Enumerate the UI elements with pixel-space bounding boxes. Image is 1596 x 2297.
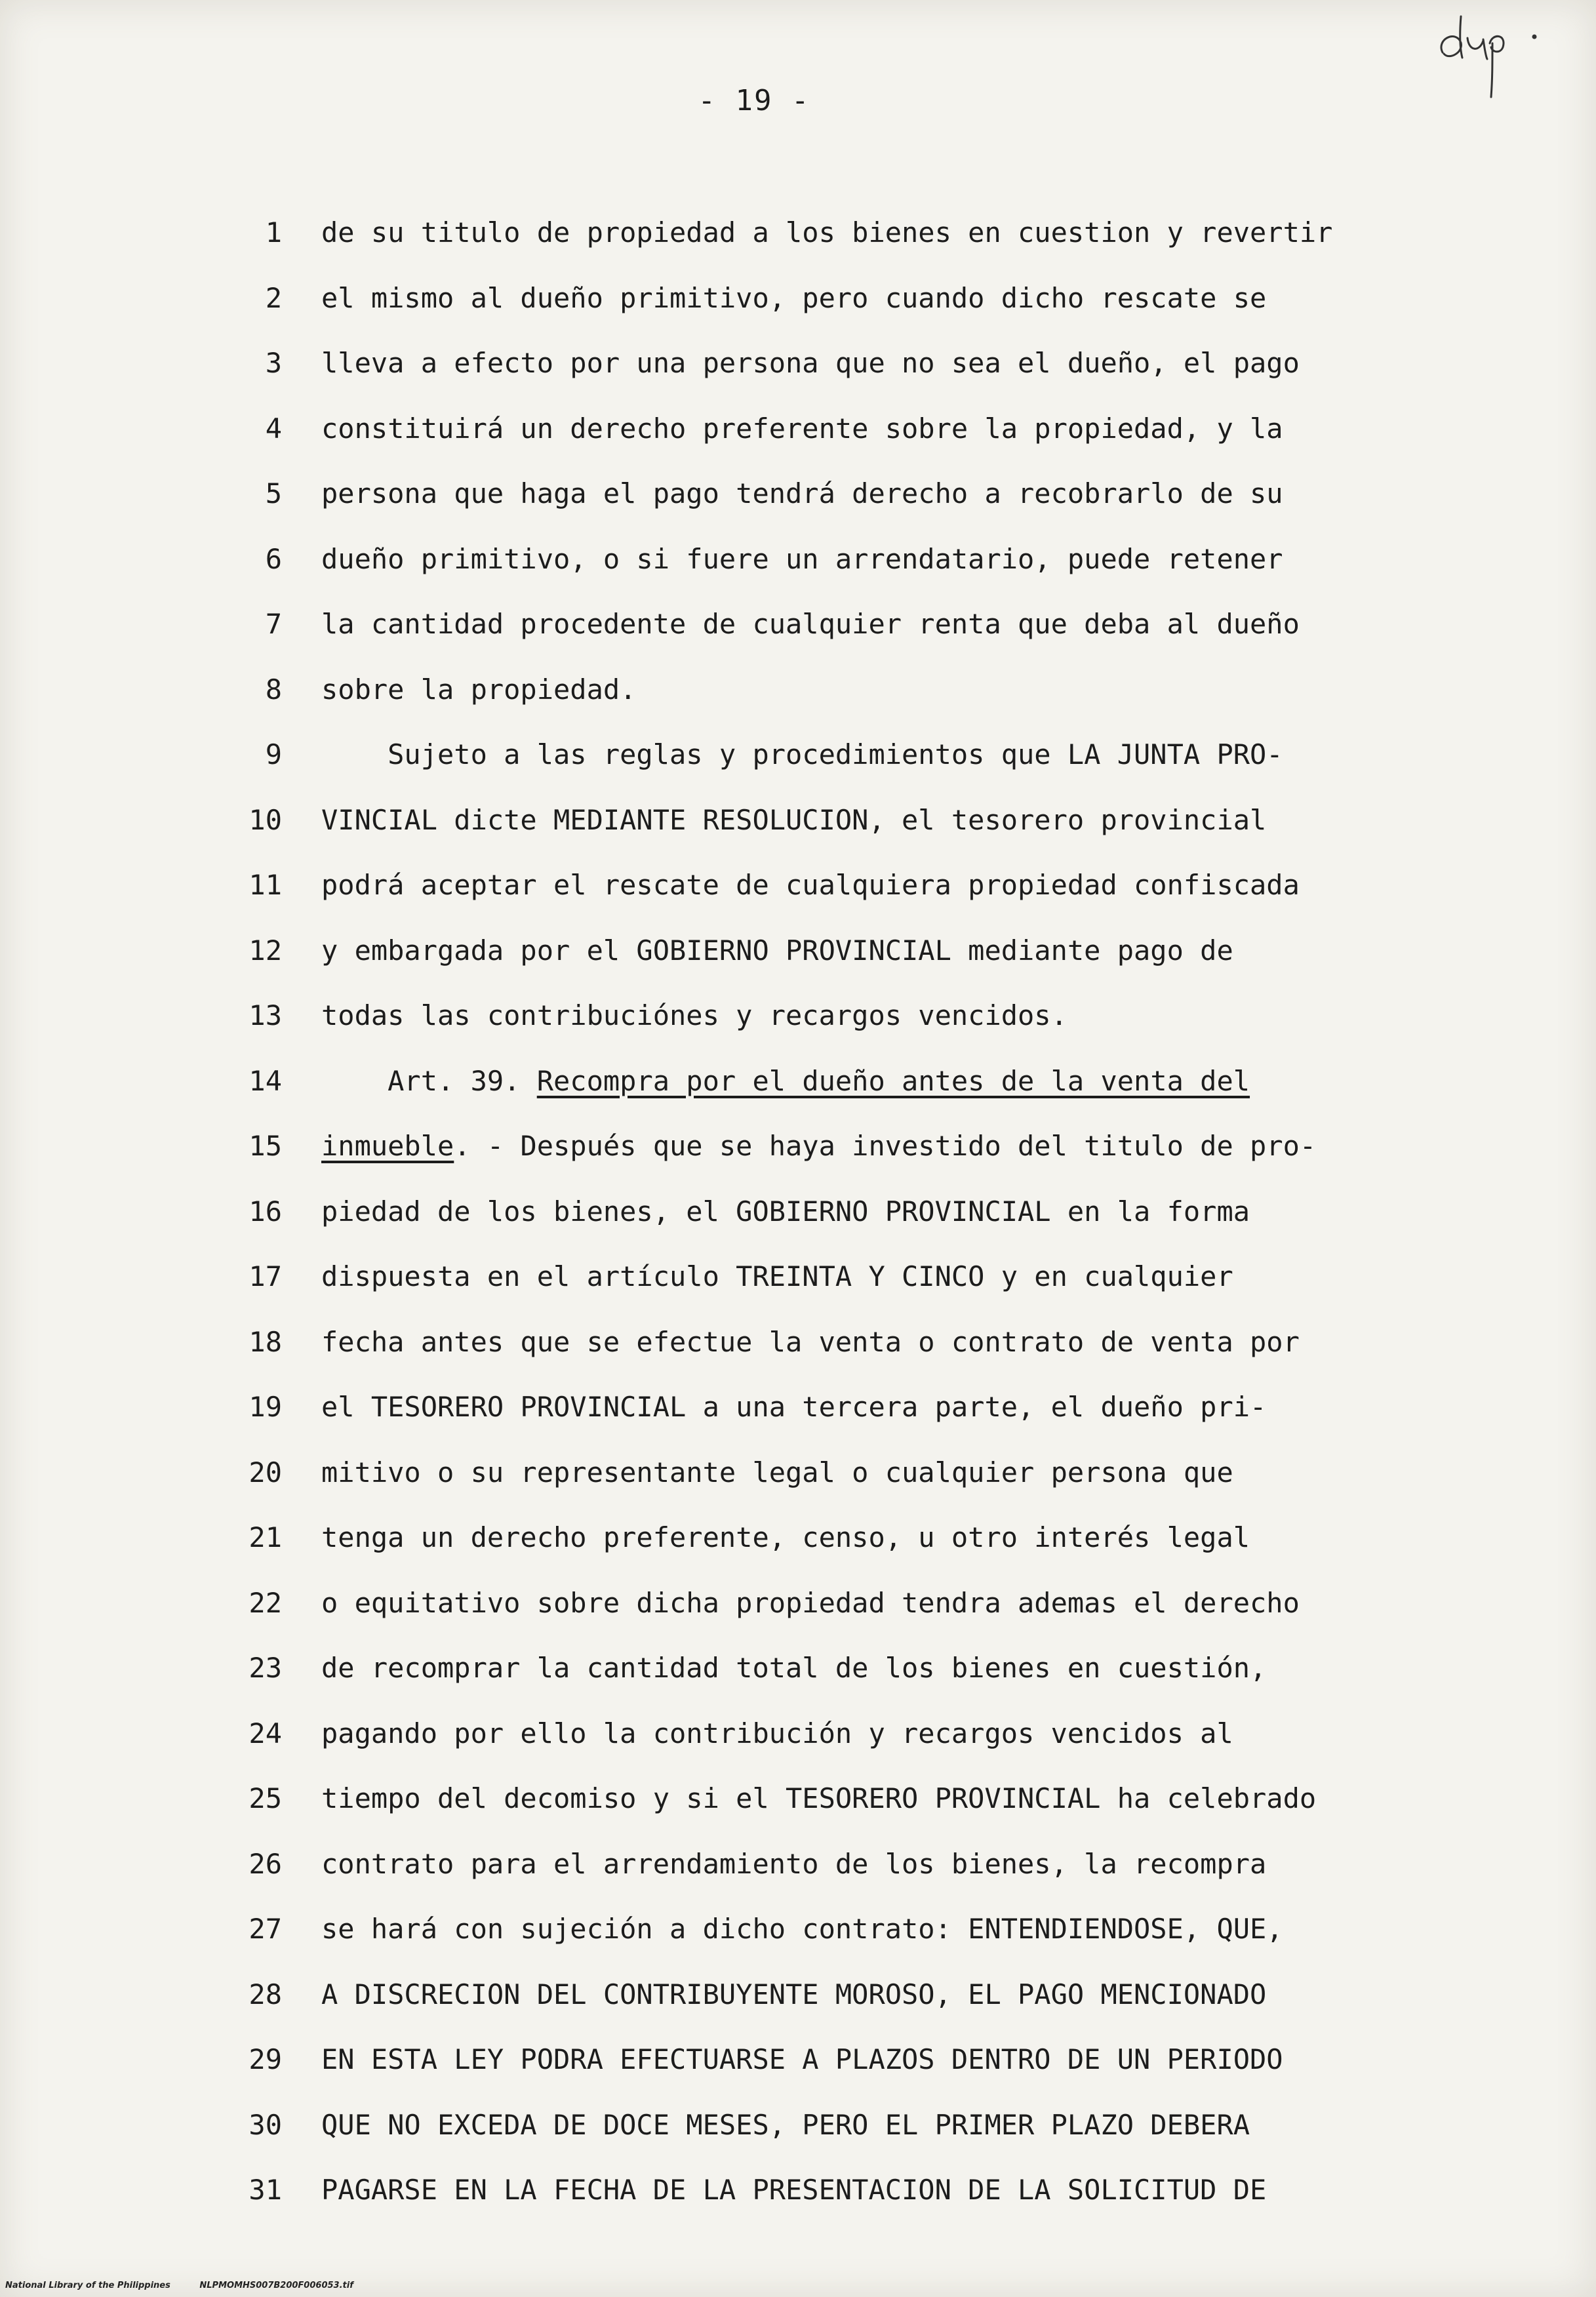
line-number: 17 xyxy=(249,1260,282,1292)
line-text: Sujeto a las reglas y procedimientos que LA JUNTA PRO- xyxy=(321,738,1283,770)
line-text-post: . - Después que se haya investido del titulo de pro- xyxy=(454,1130,1317,1162)
document-line xyxy=(0,1384,1596,1430)
line-text xyxy=(321,1123,1370,1169)
line-number: 5 xyxy=(265,477,282,509)
line-number: 2 xyxy=(265,282,282,314)
line-number: 30 xyxy=(249,2109,282,2141)
line-text: PAGARSE EN LA FECHA DE LA PRESENTACION DE LA SOLICITUD DE xyxy=(321,2174,1267,2206)
line-number: 22 xyxy=(249,1587,282,1619)
document-line xyxy=(0,1972,1596,2018)
document-line xyxy=(0,1450,1596,1496)
document-line xyxy=(0,471,1596,517)
document-line xyxy=(0,1058,1596,1104)
document-line xyxy=(0,1906,1596,1952)
line-text xyxy=(321,1058,1370,1104)
line-text: QUE NO EXCEDA DE DOCE MESES, PERO EL PRIMER PLAZO DEBERA xyxy=(321,2109,1250,2141)
document-line xyxy=(0,406,1596,452)
document-line xyxy=(0,797,1596,843)
line-number: 14 xyxy=(249,1065,282,1097)
line-number: 29 xyxy=(249,2043,282,2075)
line-number: 1 xyxy=(265,216,282,249)
line-text: lleva a efecto por una persona que no sea el dueño, el pago xyxy=(321,347,1300,379)
line-text: todas las contribuciónes y recargos vencidos. xyxy=(321,999,1067,1031)
line-number: 13 xyxy=(249,999,282,1031)
document-line xyxy=(0,1580,1596,1626)
document-line xyxy=(0,1645,1596,1691)
document-line xyxy=(0,993,1596,1039)
line-text: persona que haga el pago tendrá derecho a recobrarlo de su xyxy=(321,477,1283,509)
line-number: 18 xyxy=(249,1326,282,1358)
line-number: 9 xyxy=(265,738,282,770)
document-line xyxy=(0,1711,1596,1757)
document-line xyxy=(0,2037,1596,2083)
line-text: de su titulo de propiedad a los bienes en cuestion y revertir xyxy=(321,216,1333,249)
line-number: 25 xyxy=(249,1782,282,1814)
line-text: o equitativo sobre dicha propiedad tendra ademas el derecho xyxy=(321,1587,1300,1619)
line-text: de recomprar la cantidad total de los bienes en cuestión, xyxy=(321,1652,1267,1684)
line-number: 12 xyxy=(249,934,282,967)
document-line xyxy=(0,275,1596,321)
line-number: 6 xyxy=(265,543,282,575)
document-line xyxy=(0,667,1596,713)
document-line xyxy=(0,601,1596,647)
underlined-heading: Recompra por el dueño antes de la venta del xyxy=(536,1065,1250,1097)
line-number: 31 xyxy=(249,2174,282,2206)
page-number: - 19 - xyxy=(698,84,810,117)
document-line xyxy=(0,1319,1596,1365)
document-line xyxy=(0,732,1596,778)
scan-footer xyxy=(5,2281,1186,2290)
document-line xyxy=(0,1123,1596,1169)
line-text: dispuesta en el artículo TREINTA Y CINCO y en cualquier xyxy=(321,1260,1233,1292)
line-number: 28 xyxy=(249,1978,282,2010)
line-number: 7 xyxy=(265,608,282,640)
line-text: y embargada por el GOBIERNO PROVINCIAL mediante pago de xyxy=(321,934,1233,967)
line-number: 3 xyxy=(265,347,282,379)
line-text: piedad de los bienes, el GOBIERNO PROVINCIAL en la forma xyxy=(321,1195,1250,1228)
line-number: 8 xyxy=(265,673,282,706)
line-number: 19 xyxy=(249,1391,282,1423)
document-line xyxy=(0,2102,1596,2148)
line-text: el TESORERO PROVINCIAL a una tercera parte, el dueño pri- xyxy=(321,1391,1267,1423)
line-text: mitivo o su representante legal o cualquier persona que xyxy=(321,1456,1233,1488)
line-number: 21 xyxy=(249,1521,282,1553)
line-number: 15 xyxy=(249,1130,282,1162)
line-number: 4 xyxy=(265,412,282,445)
document-line xyxy=(0,1515,1596,1561)
line-text: se hará con sujeción a dicho contrato: ENTENDIENDOSE, QUE, xyxy=(321,1913,1283,1945)
line-text: pagando por ello la contribución y recargos vencidos al xyxy=(321,1717,1233,1749)
document-line xyxy=(0,340,1596,386)
footer-source: National Library of the Philippines xyxy=(5,2281,170,2290)
document-line xyxy=(0,2167,1596,2213)
document-line xyxy=(0,210,1596,256)
line-text: podrá aceptar el rescate de cualquiera propiedad confiscada xyxy=(321,869,1300,901)
line-number: 11 xyxy=(249,869,282,901)
footer-file: NLPMOMHS007B200F006053.tif xyxy=(199,2281,353,2290)
line-number: 27 xyxy=(249,1913,282,1945)
underlined-heading: inmueble xyxy=(321,1130,454,1162)
line-text: la cantidad procedente de cualquier renta que deba al dueño xyxy=(321,608,1300,640)
line-text: tenga un derecho preferente, censo, u otro interés legal xyxy=(321,1521,1250,1553)
line-number: 26 xyxy=(249,1848,282,1880)
line-text: constituirá un derecho preferente sobre la propiedad, y la xyxy=(321,412,1283,445)
document-line xyxy=(0,862,1596,908)
document-line xyxy=(0,1189,1596,1235)
document-line xyxy=(0,928,1596,974)
line-text: VINCIAL dicte MEDIANTE RESOLUCION, el tesorero provincial xyxy=(321,804,1267,836)
document-line xyxy=(0,1841,1596,1887)
line-number: 20 xyxy=(249,1456,282,1488)
line-text: dueño primitivo, o si fuere un arrendatario, puede retener xyxy=(321,543,1283,575)
line-text-pre: Art. 39. xyxy=(321,1065,537,1097)
document-line xyxy=(0,1254,1596,1300)
line-text: A DISCRECION DEL CONTRIBUYENTE MOROSO, EL PAGO MENCIONADO xyxy=(321,1978,1267,2010)
line-text: fecha antes que se efectue la venta o contrato de venta por xyxy=(321,1326,1300,1358)
line-number: 16 xyxy=(249,1195,282,1228)
line-text: tiempo del decomiso y si el TESORERO PROVINCIAL ha celebrado xyxy=(321,1782,1317,1814)
line-text: contrato para el arrendamiento de los bienes, la recompra xyxy=(321,1848,1267,1880)
line-number: 10 xyxy=(249,804,282,836)
line-text: EN ESTA LEY PODRA EFECTUARSE A PLAZOS DENTRO DE UN PERIODO xyxy=(321,2043,1283,2075)
line-number: 24 xyxy=(249,1717,282,1749)
line-text: sobre la propiedad. xyxy=(321,673,637,706)
line-text: el mismo al dueño primitivo, pero cuando dicho rescate se xyxy=(321,282,1267,314)
document-line xyxy=(0,1776,1596,1822)
line-number: 23 xyxy=(249,1652,282,1684)
document-line xyxy=(0,536,1596,582)
